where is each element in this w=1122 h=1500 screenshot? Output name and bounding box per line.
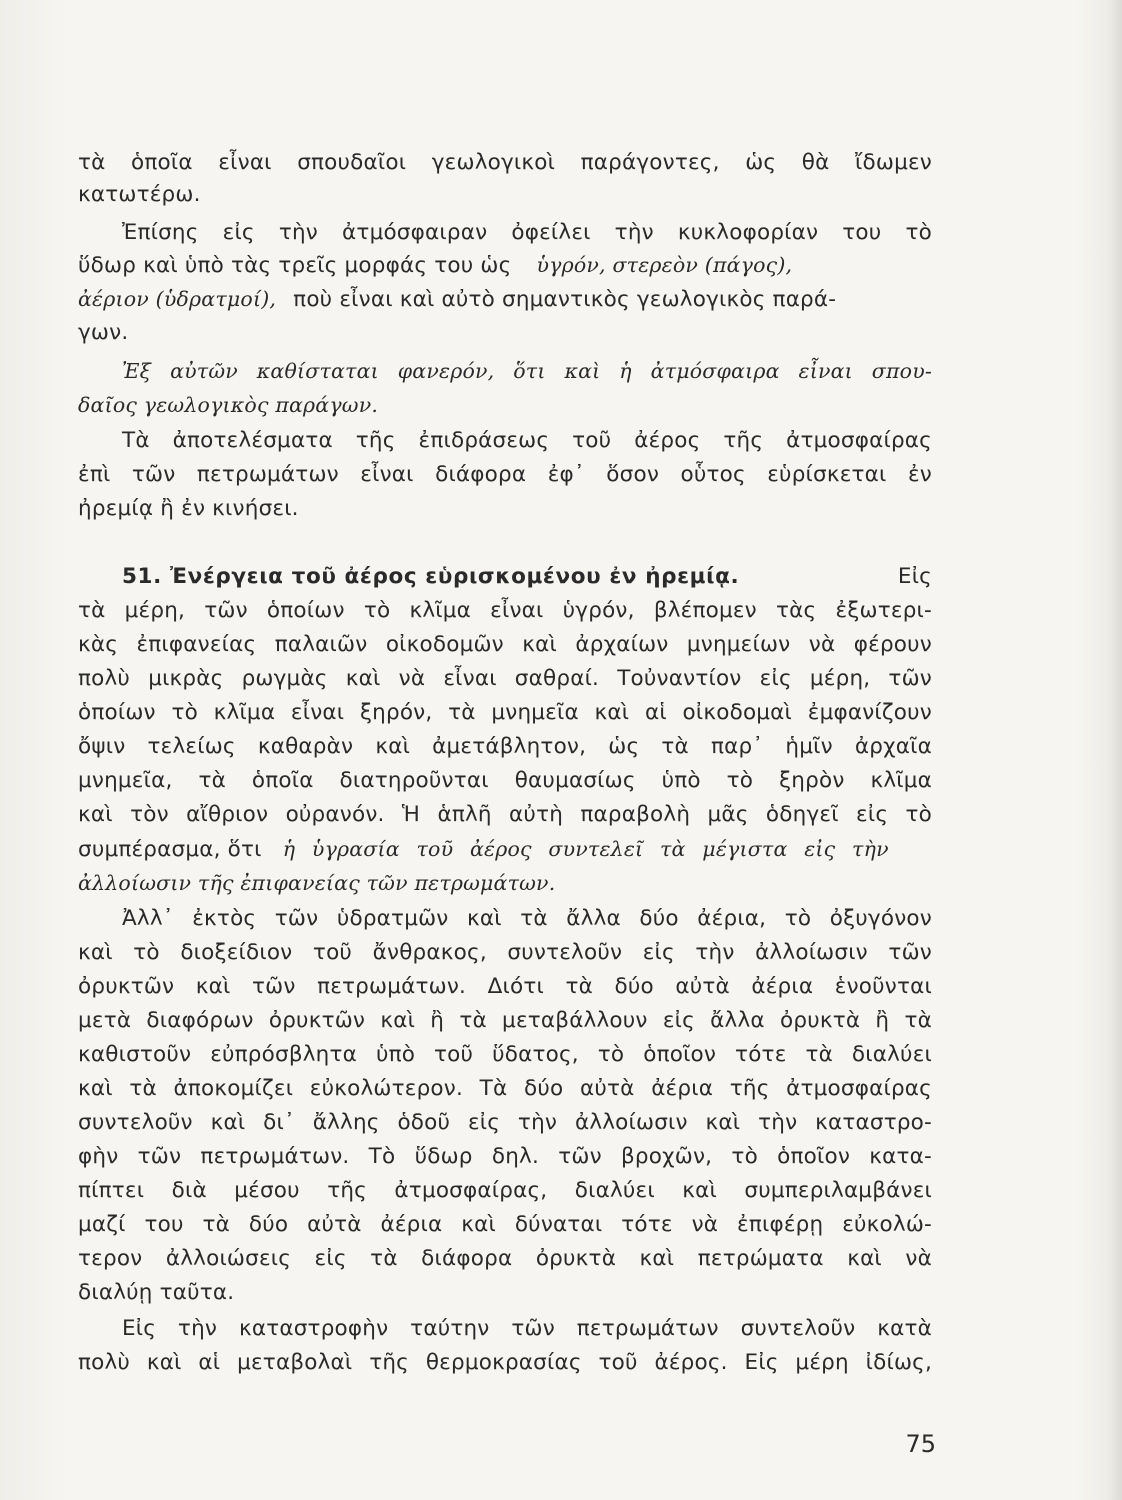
text-line: Εἰς τὴν καταστροφὴν ταύτην τῶν πετρωμάτων συντελοῦν κατὰ <box>122 1316 932 1341</box>
text-line: συντελοῦν καὶ δι᾽ ἄλλης ὁδοῦ εἰς τὴν ἀλλοίωσιν καὶ τὴν καταστρο- <box>78 1110 932 1135</box>
text-line: φὴν τῶν πετρωμάτων. Τὸ ὕδωρ δηλ. τῶν βροχῶν, τὸ ὁποῖον κατα- <box>78 1144 932 1169</box>
text-line: ἠρεμίᾳ ἢ ἐν κινήσει. <box>78 496 299 521</box>
text-line: ὀρυκτῶν καὶ τῶν πετρωμάτων. Διότι τὰ δύο αὐτὰ ἀέρια ἑνοῦνται <box>78 974 932 999</box>
text-line-mixed <box>78 834 932 865</box>
text-line: κὰς ἐπιφανείας παλαιῶν οἰκοδομῶν καὶ ἀρχαίων μνημείων νὰ φέρουν <box>78 632 932 657</box>
text-line: καὶ τὸ διοξείδιον τοῦ ἄνθρακος, συντελοῦν εἰς τὴν ἀλλοίωσιν τῶν <box>78 940 932 965</box>
text-run-italic: ὑγρόν, στερεὸν (πάγος), <box>536 253 793 277</box>
text-line: πολὺ μικρὰς ρωγμὰς καὶ νὰ εἶναι σαθραί. Τοὐναντίον εἰς μέρη, τῶν <box>78 666 932 691</box>
text-run: ὕδωρ καὶ ὑπὸ τὰς τρεῖς μορφάς του ὡς <box>78 253 512 278</box>
text-line-mixed <box>78 284 932 315</box>
text-line: πολὺ καὶ αἱ μεταβολαὶ τῆς θερμοκρασίας τοῦ ἀέρος. Εἰς μέρη ἰδίως, <box>78 1350 932 1375</box>
text-line: καὶ τὸν αἴθριον οὐρανόν. Ἡ ἁπλῆ αὐτὴ παραβολὴ μᾶς ὁδηγεῖ εἰς τὸ <box>78 802 932 827</box>
text-run-italic: ἀέριον (ὑδρατμοί), <box>78 287 277 311</box>
text-line: πίπτει διὰ μέσου τῆς ἀτμοσφαίρας, διαλύει καὶ συμπεριλαμβάνει <box>78 1178 932 1203</box>
text-run-italic: ἡ ὑγρασία τοῦ ἀέρος συντελεῖ τὰ μέγιστα εἰς τὴν <box>282 837 889 861</box>
text-line: γων. <box>78 320 129 345</box>
text-line: καὶ τὰ ἀποκομίζει εὐκολώτερον. Τὰ δύο αὐτὰ ἀέρια τῆς ἀτμοσφαίρας <box>78 1076 932 1101</box>
text-line-italic: Ἐξ αὐτῶν καθίσταται φανερόν, ὅτι καὶ ἡ ἀτμόσφαιρα εἶναι σπου- <box>122 359 932 383</box>
text-line: τερον ἀλλοιώσεις εἰς τὰ διάφορα ὀρυκτὰ καὶ πετρώματα καὶ νὰ <box>78 1246 932 1271</box>
text-run: συμπέρασμα, ὅτι <box>78 837 262 862</box>
section-heading: 51. Ἐνέργεια τοῦ ἀέρος εὑρισκομένου ἐν ἠρεμίᾳ. <box>122 564 740 589</box>
text-line: ὁποίων τὸ κλῖμα εἶναι ξηρόν, τὰ μνημεῖα καὶ αἱ οἰκοδομαὶ ἐμφανίζουν <box>78 700 932 725</box>
text-line: διαλύῃ ταῦτα. <box>78 1280 235 1305</box>
text-line: τὰ ὁποῖα εἶναι σπουδαῖοι γεωλογικοὶ παράγοντες, ὡς θὰ ἴδωμεν <box>78 150 932 175</box>
text-line: μαζί του τὰ δύο αὐτὰ ἀέρια καὶ δύναται τότε νὰ ἐπιφέρῃ εὐκολώ- <box>78 1212 932 1237</box>
text-line-mixed <box>78 250 932 281</box>
text-line: ἐπὶ τῶν πετρωμάτων εἶναι διάφορα ἐφ᾽ ὅσον οὗτος εὑρίσκεται ἐν <box>78 462 932 487</box>
page-edge-shadow <box>1108 0 1122 1500</box>
section-heading-line <box>122 562 932 592</box>
text-line: τὰ μέρη, τῶν ὁποίων τὸ κλῖμα εἶναι ὑγρόν, βλέπομεν τὰς ἐξωτερι- <box>78 598 932 623</box>
text-run: Εἰς <box>897 564 932 589</box>
text-line: Ἐπίσης εἰς τὴν ἀτμόσφαιραν ὀφείλει τὴν κυκλοφορίαν του τὸ <box>122 220 932 245</box>
text-line: καθιστοῦν εὐπρόσβλητα ὑπὸ τοῦ ὕδατος, τὸ ὁποῖον τότε τὰ διαλύει <box>78 1042 932 1067</box>
text-line-italic: δαῖος γεωλογικὸς παράγων. <box>78 393 379 417</box>
text-line: μετὰ διαφόρων ὀρυκτῶν καὶ ἢ τὰ μεταβάλλουν εἰς ἄλλα ὀρυκτὰ ἢ τὰ <box>78 1008 932 1033</box>
text-line: ὄψιν τελείως καθαρὰν καὶ ἀμετάβλητον, ὡς τὰ παρ᾽ ἡμῖν ἀρχαῖα <box>78 734 932 759</box>
text-line: κατωτέρω. <box>78 182 201 207</box>
text-line: Τὰ ἀποτελέσματα τῆς ἐπιδράσεως τοῦ ἀέρος τῆς ἀτμοσφαίρας <box>122 428 932 453</box>
text-run: ποὺ εἶναι καὶ αὐτὸ σημαντικὸς γεωλογικὸς παρά- <box>293 287 837 312</box>
page-number: 75 <box>905 1430 936 1458</box>
text-line-italic: ἀλλοίωσιν τῆς ἐπιφανείας τῶν πετρωμάτων. <box>78 871 556 895</box>
text-line: μνημεῖα, τὰ ὁποῖα διατηροῦνται θαυμασίως ὑπὸ τὸ ξηρὸν κλῖμα <box>78 768 932 793</box>
text-line: Ἀλλ᾽ ἐκτὸς τῶν ὑδρατμῶν καὶ τὰ ἄλλα δύο ἀέρια, τὸ ὀξυγόνον <box>122 906 932 931</box>
